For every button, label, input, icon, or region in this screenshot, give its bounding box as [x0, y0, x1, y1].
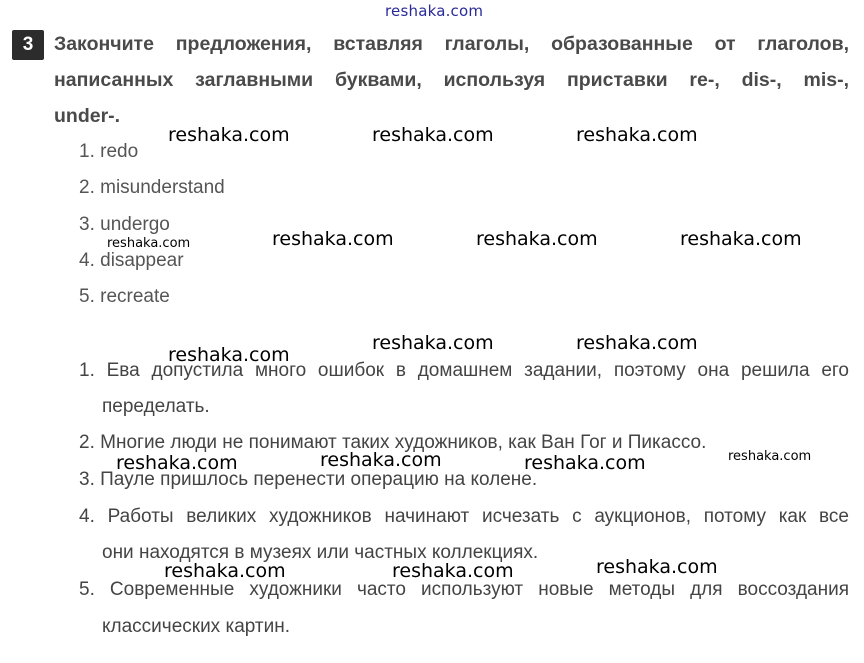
sentence-line: классических картин. [102, 616, 290, 637]
task-instruction-line-1: Закончите предложения, вставляя глаголы, образованные от глаголов, [54, 33, 849, 55]
watermark: reshaka.com [524, 452, 646, 474]
watermark: reshaka.com [392, 560, 514, 582]
watermark: reshaka.com [728, 449, 812, 464]
watermark: reshaka.com [168, 344, 290, 366]
watermark: reshaka.com [576, 124, 698, 146]
answer-item: 5. recreate [79, 286, 170, 307]
watermark: reshaka.com [320, 449, 442, 471]
watermark: reshaka.com [680, 228, 802, 250]
task-instruction-line-3: under-. [54, 105, 121, 127]
watermark: reshaka.com [596, 556, 718, 578]
watermark: reshaka.com [576, 332, 698, 354]
watermark: reshaka.com [372, 332, 494, 354]
watermark: reshaka.com [372, 124, 494, 146]
sentence-line: 3. Пауле пришлось перенести операцию на колене. [79, 469, 538, 490]
watermark: reshaka.com [168, 124, 290, 146]
sentence-line: они находятся в музеях или частных коллекциях. [102, 542, 539, 563]
answer-item: 1. redo [79, 141, 139, 162]
answer-item: 4. disappear [79, 250, 184, 271]
watermark: reshaka.com [107, 236, 191, 251]
sentence-line: 5. Современные художники часто используют новые методы для воссоздания [79, 579, 849, 600]
watermark: reshaka.com [164, 560, 286, 582]
watermark: reshaka.com [272, 228, 394, 250]
site-watermark: reshaka.com [385, 2, 484, 20]
answer-item: 2. misunderstand [79, 177, 225, 198]
sentence-line: 1. Ева допустила много ошибок в домашнем задании, поэтому она решила его [79, 360, 849, 381]
sentence-line: 4. Работы великих художников начинают исчезать с аукционов, потому как все [79, 506, 849, 527]
answer-item: 3. undergo [79, 214, 170, 235]
task-number-badge: 3 [12, 30, 44, 60]
watermark: reshaka.com [116, 452, 238, 474]
sentence-line: переделать. [102, 396, 210, 417]
task-instruction-line-2: написанных заглавными буквами, используя приставки re-, dis-, mis-, [54, 69, 849, 91]
sentence-line: 2. Многие люди не понимают таких художников, как Ван Гог и Пикассо. [79, 432, 707, 453]
watermark: reshaka.com [476, 228, 598, 250]
